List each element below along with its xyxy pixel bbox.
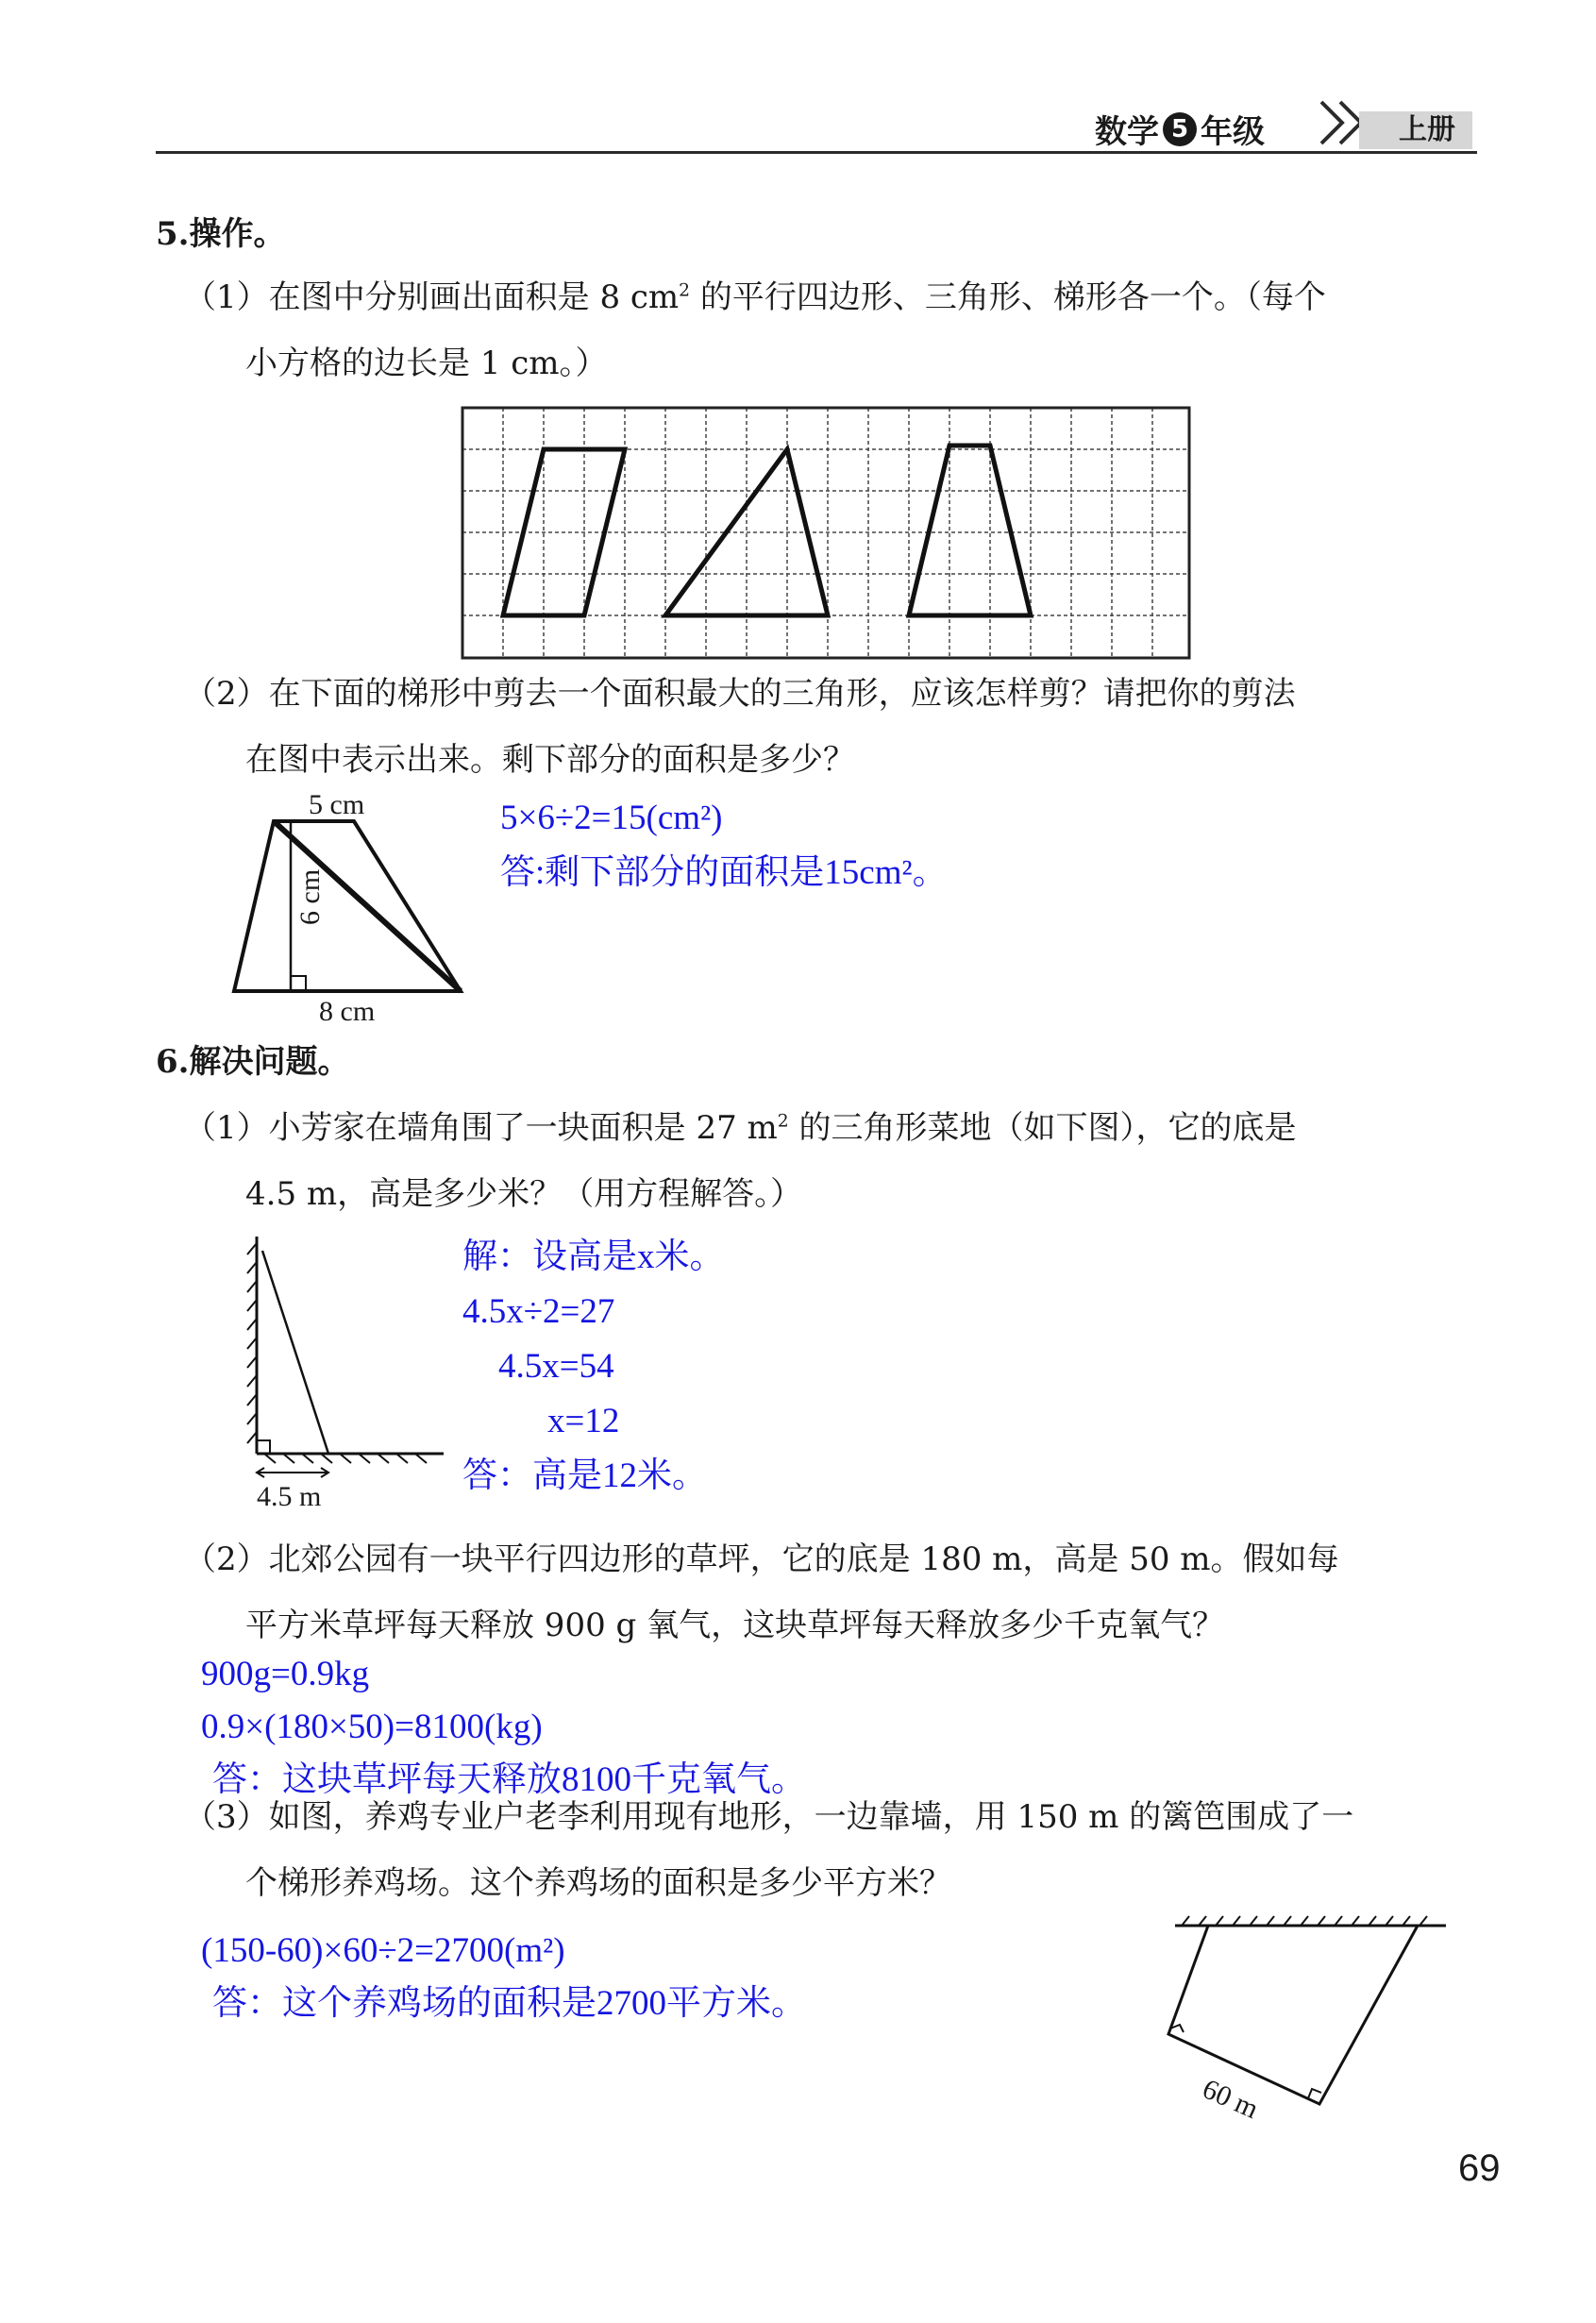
s6q1-ans-1: 解：设高是x米。 [462,1237,725,1276]
trapezoid-shape [909,446,1031,615]
section5-q2-line2: 在图中表示出来。剩下部分的面积是多少？ [245,741,855,779]
s5q1-text-a: （1）在图中分别画出面积是 8 cm [184,278,680,316]
section6-q3-line1: （3）如图，养鸡专业户老李利用现有地形，一边靠墙，用 150 m 的篱笆围成了一 [184,1798,1354,1836]
section6-q1-line2: 4.5 m，高是多少米？（用方程解答。） [245,1175,803,1213]
grade-badge: 5 [1163,112,1197,146]
section5-title: 5.操作。 [156,215,286,253]
s6q1-text-b: 的三角形菜地（如下图），它的底是 [788,1109,1297,1147]
s6q1-ans-4: x=12 [547,1402,620,1440]
header-divider [156,151,1477,154]
chicken-farm-figure [1170,1911,1453,2138]
s6q2-ans-3: 答：这块草坪每天释放8100千克氧气。 [212,1760,806,1799]
trap-bottom-label: 8 cm [319,996,376,1027]
s5q1-text-b: 的平行四边形、三角形、梯形各一个。（每个 [690,278,1326,316]
section6-q3-line2: 个梯形养鸡场。这个养鸡场的面积是多少平方米？ [245,1864,951,1902]
s6q1-sup: 2 [777,1111,789,1132]
s6q2-ans-2: 0.9×(180×50)=8100(kg) [201,1708,543,1746]
grid-figure [462,408,1189,658]
section6-q1-line1 [184,1109,1296,1148]
s5q2-answer-calc: 5×6÷2=15(cm²) [500,799,723,837]
section5-q2-line1: （2）在下面的梯形中剪去一个面积最大的三角形，应该怎样剪？请把你的剪法 [184,675,1296,713]
s6q1-ans-5: 答：高是12米。 [462,1456,707,1495]
section5-q1-line2: 小方格的边长是 1 cm。） [245,345,608,382]
s6q1-ans-3: 4.5x=54 [498,1347,614,1386]
page-number: 69 [1458,2147,1501,2189]
section5-q1-line1 [184,278,1326,317]
s6q1-ans-2: 4.5x÷2=27 [462,1292,615,1331]
s5q1-sup: 2 [679,280,691,301]
section6-q2-line1: （2）北郊公园有一块平行四边形的草坪，它的底是 180 m，高是 50 m。假如每 [184,1540,1339,1578]
header-title [1095,106,1265,152]
s6q2-ans-1: 900g=0.9kg [201,1655,370,1693]
trap-top-label: 5 cm [309,789,365,820]
wall-corner-figure [227,1232,453,1515]
section6-title: 6.解决问题。 [156,1043,350,1081]
header-grade-suffix: 年级 [1201,113,1265,151]
header-subject: 数学 [1095,113,1159,151]
trapezoid-cut-figure [217,788,481,1029]
trap-height-label: 6 cm [294,868,326,925]
s6q3-ans-2: 答：这个养鸡场的面积是2700平方米。 [212,1984,806,2023]
s6q3-ans-1: (150-60)×60÷2=2700(m²) [201,1931,565,1970]
farm-side-label: 60 m [1198,2073,1264,2126]
s5q2-answer-text: 答:剩下部分的面积是15cm²。 [500,853,948,892]
header-volume: 上册 [1359,111,1472,149]
wall-fig-label: 4.5 m [257,1481,322,1512]
s6q1-text-a: （1）小芳家在墙角围了一块面积是 27 m [184,1109,778,1147]
section6-q2-line2: 平方米草坪每天释放 900 g 氧气，这块草坪每天释放多少千克氧气？ [245,1607,1225,1644]
